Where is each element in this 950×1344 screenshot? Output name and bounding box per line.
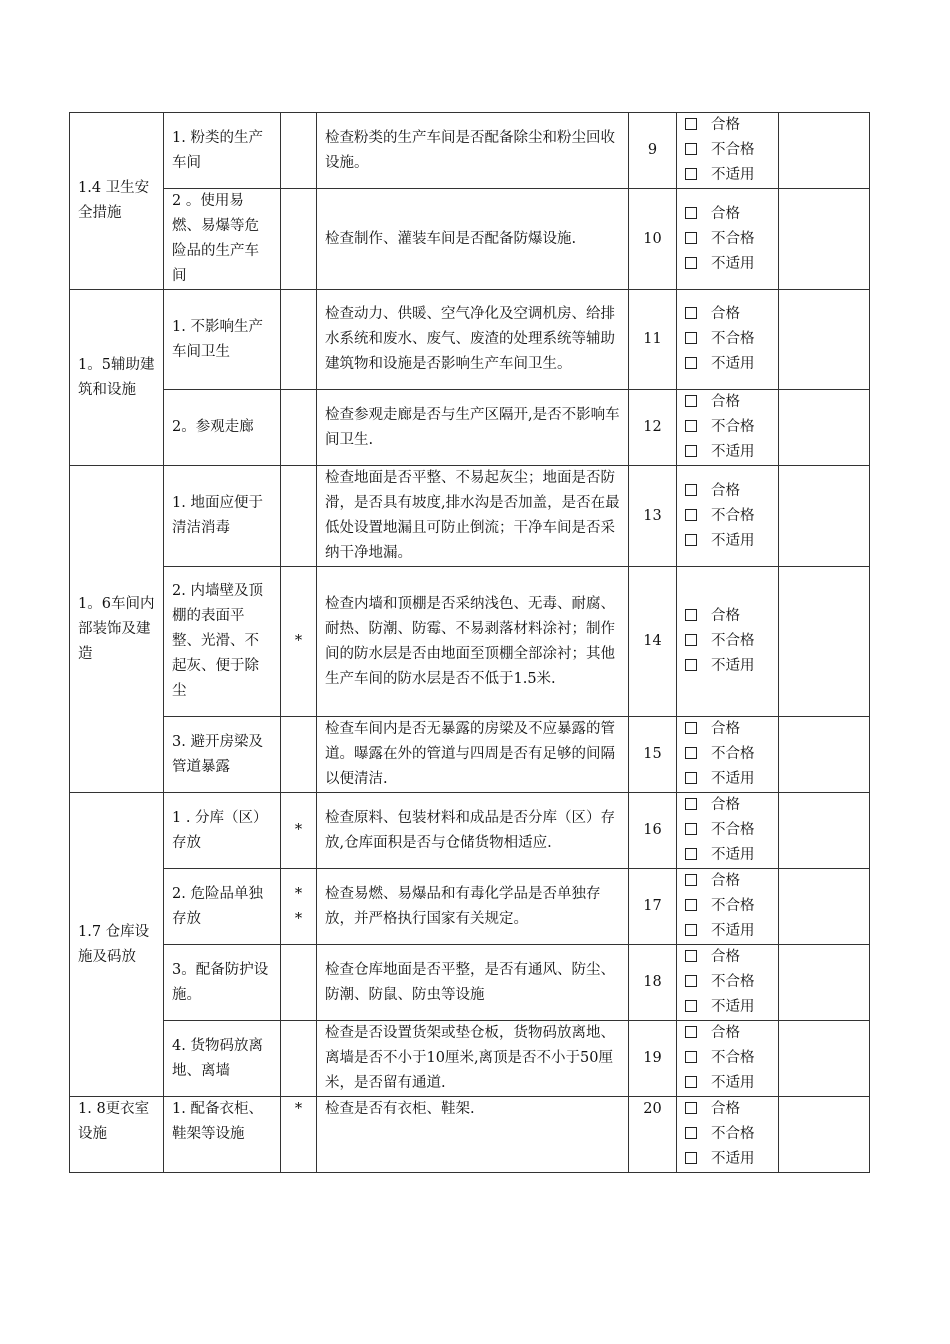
item-cell: 3。配备防护设施。 [164,945,281,1021]
inspection-description: 检查参观走廊是否与生产区隔开,是否不影响车间卫生. [317,390,629,466]
key-item-mark [281,717,317,793]
option-label: 合格 [711,205,740,222]
item-cell: 2. 危险品单独存放 [164,869,281,945]
item-cell: 1. 粉类的生产车间 [164,113,281,189]
option-label: 不合格 [711,1126,755,1142]
result-option[interactable] [685,654,770,679]
key-item-mark: * [281,793,317,869]
remarks-cell[interactable] [779,390,870,466]
category-cell: 1。6车间内部装饰及建造 [70,466,164,793]
result-option[interactable] [685,1046,770,1071]
result-options [677,290,779,390]
remarks-cell[interactable] [779,290,870,390]
checkbox-icon[interactable] [685,1051,697,1063]
checkbox-icon[interactable] [685,307,697,319]
result-options [677,466,779,567]
checkbox-icon[interactable] [685,395,697,407]
option-label: 不合格 [711,633,755,649]
item-number: 9 [629,113,677,189]
item-cell: 4. 货物码放离地、离墙 [164,1021,281,1097]
result-options [677,1021,779,1097]
remarks-cell[interactable] [779,869,870,945]
checkbox-icon[interactable] [685,357,697,369]
inspection-description: 检查动力、供暖、空气净化及空调机房、给排水系统和废水、废气、废渣的处理系统等辅助建筑物和设施是否影响生产车间卫生。 [317,290,629,390]
table-row [70,793,870,869]
checkbox-icon[interactable] [685,798,697,810]
option-label: 不合格 [711,974,755,990]
result-options [677,113,779,189]
checkbox-icon[interactable] [685,634,697,646]
option-label: 合格 [711,873,740,889]
checkbox-icon[interactable] [685,118,697,130]
option-label: 不适用 [711,1151,755,1167]
option-label: 合格 [711,721,740,737]
result-option[interactable] [685,1021,770,1046]
result-option[interactable] [685,227,770,252]
result-options [677,869,779,945]
checkbox-icon[interactable] [685,207,697,219]
option-label: 不合格 [711,898,755,914]
result-option[interactable] [685,629,770,654]
checkbox-icon[interactable] [685,950,697,962]
item-number: 13 [629,466,677,567]
table-row [70,1097,870,1173]
checkbox-icon[interactable] [685,1026,697,1038]
result-option[interactable] [685,742,770,767]
checkbox-icon[interactable] [685,509,697,521]
result-option[interactable] [685,327,770,352]
inspection-description: 检查粉类的生产车间是否配备除尘和粉尘回收设施。 [317,113,629,189]
result-options [677,189,779,290]
result-option[interactable] [685,717,770,742]
result-option[interactable] [685,479,770,504]
checkbox-icon[interactable] [685,1000,697,1012]
option-label: 不适用 [711,1075,755,1091]
result-option[interactable] [685,252,770,277]
key-item-mark: * * [281,869,317,945]
result-option[interactable] [685,390,770,415]
result-options [677,717,779,793]
table-row [70,113,870,189]
checkbox-icon[interactable] [685,257,697,269]
result-option[interactable] [685,818,770,843]
checkbox-icon[interactable] [685,899,697,911]
option-label: 不适用 [711,532,755,549]
option-label: 合格 [711,949,740,965]
key-item-mark [281,189,317,290]
checkbox-icon[interactable] [685,823,697,835]
remarks-cell[interactable] [779,717,870,793]
key-item-mark [281,390,317,466]
checkbox-icon[interactable] [685,722,697,734]
checkbox-icon[interactable] [685,143,697,155]
item-number: 16 [629,793,677,869]
option-label: 不适用 [711,444,755,460]
option-label: 不合格 [711,142,755,158]
result-option[interactable] [685,995,770,1020]
item-cell: 3. 避开房梁及管道暴露 [164,717,281,793]
result-option[interactable] [685,919,770,944]
category-cell: 1。5辅助建筑和设施 [70,290,164,466]
result-option[interactable] [685,894,770,919]
inspection-description: 检查制作、灌装车间是否配备防爆设施. [317,189,629,290]
checkbox-icon[interactable] [685,659,697,671]
item-cell: 1. 配备衣柜、鞋架等设施 [164,1097,281,1173]
table-row [70,290,870,390]
inspection-description: 检查仓库地面是否平整，是否有通风、防尘、防潮、防鼠、防虫等设施 [317,945,629,1021]
item-number: 15 [629,717,677,793]
checkbox-icon[interactable] [685,747,697,759]
option-label: 合格 [711,1025,740,1041]
inspection-description: 检查内墙和顶棚是否采纳浅色、无毒、耐腐、耐热、防潮、防霉、不易剥落材料涂衬；制作间的防水层是否由地面至顶棚全部涂衬；其他生产车间的防水层是否不低于1.5米. [317,567,629,717]
option-label: 合格 [711,394,740,410]
result-options [677,945,779,1021]
checkbox-icon[interactable] [685,975,697,987]
result-option[interactable] [685,440,770,465]
remarks-cell[interactable] [779,466,870,567]
result-option[interactable] [685,793,770,818]
option-label: 不适用 [711,255,755,272]
result-option[interactable] [685,504,770,529]
inspection-description: 检查车间内是否无暴露的房梁及不应暴露的管道。曝露在外的管道与四周是否有足够的间隔以便清洁. [317,717,629,793]
checkbox-icon[interactable] [685,609,697,621]
result-option[interactable] [685,1097,770,1122]
checkbox-icon[interactable] [685,1076,697,1088]
remarks-cell[interactable] [779,945,870,1021]
item-number: 19 [629,1021,677,1097]
option-label: 不合格 [711,419,755,435]
result-option[interactable] [685,529,770,554]
result-option[interactable] [685,869,770,894]
item-cell: 2 。使用易燃、易爆等危险品的生产车间 [164,189,281,290]
remarks-cell[interactable] [779,189,870,290]
option-label: 合格 [711,608,740,624]
key-item-mark [281,1021,317,1097]
checkbox-icon[interactable] [685,534,697,546]
result-options [677,1097,779,1173]
key-item-mark [281,945,317,1021]
hygiene-checklist-table [69,112,870,1173]
item-number: 14 [629,567,677,717]
result-option[interactable] [685,202,770,227]
item-number: 12 [629,390,677,466]
remarks-cell[interactable] [779,113,870,189]
key-item-mark [281,466,317,567]
category-cell: 1. 8更衣室设施 [70,1097,164,1173]
category-cell: 1.4 卫生安全措施 [70,113,164,290]
option-label: 合格 [711,306,740,322]
inspection-description: 检查是否有衣柜、鞋架. [317,1097,629,1173]
table-row [70,945,870,1021]
item-number: 17 [629,869,677,945]
item-cell: 2。参观走廊 [164,390,281,466]
result-option[interactable] [685,415,770,440]
item-number: 18 [629,945,677,1021]
item-cell: 1. 地面应便于清洁消毒 [164,466,281,567]
result-option[interactable] [685,945,770,970]
result-option[interactable] [685,1122,770,1147]
checkbox-icon[interactable] [685,772,697,784]
option-label: 不适用 [711,658,755,674]
item-cell: 1 . 分库（区）存放 [164,793,281,869]
checkbox-icon[interactable] [685,420,697,432]
checkbox-icon[interactable] [685,1127,697,1139]
checkbox-icon[interactable] [685,445,697,457]
option-label: 不适用 [711,771,755,787]
option-label: 不适用 [711,923,755,939]
option-label: 不合格 [711,822,755,838]
item-cell: 2. 内墙壁及顶棚的表面平整、光滑、不起灰、便于除尘 [164,567,281,717]
result-option[interactable] [685,302,770,327]
table-row [70,717,870,793]
result-option[interactable] [685,163,770,188]
result-options [677,390,779,466]
result-options [677,793,779,869]
remarks-cell[interactable] [779,793,870,869]
result-option[interactable] [685,843,770,868]
item-number: 20 [629,1097,677,1173]
checkbox-icon[interactable] [685,232,697,244]
checkbox-icon[interactable] [685,1102,697,1114]
table-row [70,869,870,945]
remarks-cell[interactable] [779,567,870,717]
checkbox-icon[interactable] [685,874,697,886]
result-option[interactable] [685,113,770,138]
checkbox-icon[interactable] [685,848,697,860]
category-cell: 1.7 仓库设施及码放 [70,793,164,1097]
table-row [70,1021,870,1097]
result-option[interactable] [685,970,770,995]
checkbox-icon[interactable] [685,484,697,496]
item-number: 10 [629,189,677,290]
option-label: 不适用 [711,847,755,863]
remarks-cell[interactable] [779,1021,870,1097]
result-options [677,567,779,717]
result-option[interactable] [685,1147,770,1172]
key-item-mark: * [281,567,317,717]
inspection-description: 检查地面是否平整、不易起灰尘；地面是否防滑，是否具有坡度,排水沟是否加盖，是否在最低处设置地漏且可防止倒流；干净车间是否采纳干净地漏。 [317,466,629,567]
table-row [70,189,870,290]
table-row [70,466,870,567]
checkbox-icon[interactable] [685,168,697,180]
option-label: 不合格 [711,331,755,347]
option-label: 合格 [711,117,740,133]
item-cell: 1. 不影响生产车间卫生 [164,290,281,390]
key-item-mark: * [281,1097,317,1173]
result-option[interactable] [685,767,770,792]
table-body [70,113,870,1173]
checkbox-icon[interactable] [685,1152,697,1164]
inspection-description: 检查是否设置货架或垫仓板，货物码放离地、离墙是否不小于10厘米,离顶是否不小于50厘米，是否留有通道. [317,1021,629,1097]
option-label: 不合格 [711,1050,755,1066]
option-label: 不合格 [711,230,755,247]
item-number: 11 [629,290,677,390]
option-label: 不合格 [711,507,755,524]
checkbox-icon[interactable] [685,332,697,344]
result-option[interactable] [685,352,770,377]
option-label: 不适用 [711,356,755,372]
table-row [70,390,870,466]
key-item-mark [281,290,317,390]
option-label: 不合格 [711,746,755,762]
option-label: 不适用 [711,999,755,1015]
inspection-description: 检查原料、包装材料和成品是否分库（区）存放,仓库面积是否与仓储货物相适应. [317,793,629,869]
checkbox-icon[interactable] [685,924,697,936]
remarks-cell[interactable] [779,1097,870,1173]
option-label: 合格 [711,797,740,813]
option-label: 不适用 [711,167,755,183]
option-label: 合格 [711,1101,740,1117]
result-option[interactable] [685,604,770,629]
result-option[interactable] [685,138,770,163]
option-label: 合格 [711,482,740,499]
result-option[interactable] [685,1071,770,1096]
key-item-mark [281,113,317,189]
inspection-description: 检查易燃、易爆品和有毒化学品是否单独存放，并严格执行国家有关规定。 [317,869,629,945]
table-row [70,567,870,717]
